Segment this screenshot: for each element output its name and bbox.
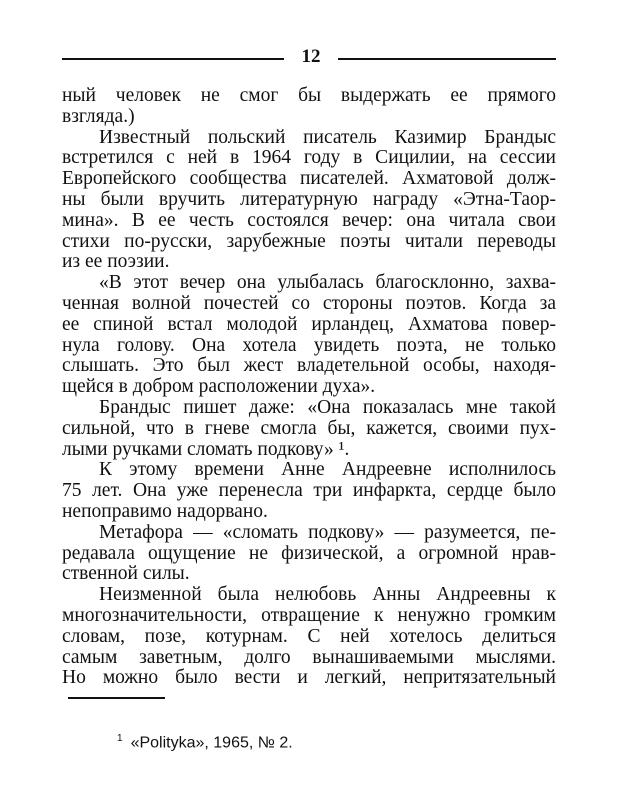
footnote-rule — [68, 697, 165, 699]
text-line: нула голову. Она хотела увидеть поэта, не только — [62, 334, 556, 356]
text-line: ченная волной почестей со стороны поэтов. Когда за — [62, 292, 556, 314]
text-line: ный человек не смог бы выдержать ее прямого — [62, 85, 556, 106]
text-line: непоправимо надорвано. — [62, 500, 268, 522]
footnote-text: «Polityka», 1965, № 2. — [130, 734, 293, 752]
text-line: многозначительности, отвращение к ненужно громким — [62, 604, 556, 626]
footnote-marker: 1 — [117, 733, 123, 744]
text-line: стихи по-русски, зарубежные поэты читали переводы — [62, 230, 556, 252]
text-line: встретился с ней в 1964 году в Сицилии, на сессии — [62, 147, 556, 169]
text-line: Известный польский писатель Казимир Брандыс — [99, 126, 556, 148]
header-rule-left — [62, 58, 284, 60]
text-line: взгляда.) — [62, 105, 135, 127]
text-line: «В этот вечер она улыбалась благосклонно, захва- — [99, 272, 556, 294]
text-line: лыми ручками сломать подкову» ¹. — [62, 438, 350, 460]
text-line: из ее поэзии. — [62, 251, 170, 273]
text-line: ственной силы. — [62, 563, 190, 585]
text-line: Но можно было вести и легкий, непритязательный — [62, 667, 556, 689]
footnote — [117, 733, 293, 752]
text-line: слышать. Это был жест владетельной особы, находя- — [62, 355, 556, 377]
text-line: словам, позе, котурнам. С ней хотелось делиться — [62, 625, 556, 647]
text-line: Брандыс пишет даже: «Она показалась мне такой — [99, 396, 556, 418]
text-line: редавала ощущение не физической, а огромной нрав- — [62, 542, 556, 564]
body-text — [62, 86, 556, 689]
text-line: мина». В ее честь состоялся вечер: она читала свои — [62, 209, 556, 231]
text-line: Метафора — «сломать подкову» — разумеется, пе- — [99, 521, 556, 543]
page-number: 12 — [301, 46, 321, 67]
text-line: Неизменной была нелюбовь Анны Андреевны к — [99, 584, 556, 606]
text-line: щейся в добром расположении духа». — [62, 376, 376, 398]
text-line: сильной, что в гневе смогла бы, кажется, своими пух- — [62, 417, 556, 439]
text-line: ее спиной встал молодой ирландец, Ахматова повер- — [62, 313, 556, 335]
text-line: самым заветным, долго вынашиваемыми мыслями. — [62, 646, 556, 668]
text-line: 75 лет. Она уже перенесла три инфаркта, сердце было — [62, 480, 556, 502]
text-line: К этому времени Анне Андреевне исполнилось — [99, 459, 556, 481]
header-rule-right — [338, 58, 556, 60]
text-line: Европейского сообщества писателей. Ахматовой долж- — [62, 168, 556, 190]
text-line: ны были вручить литературную награду «Этна-Таор- — [62, 188, 556, 210]
